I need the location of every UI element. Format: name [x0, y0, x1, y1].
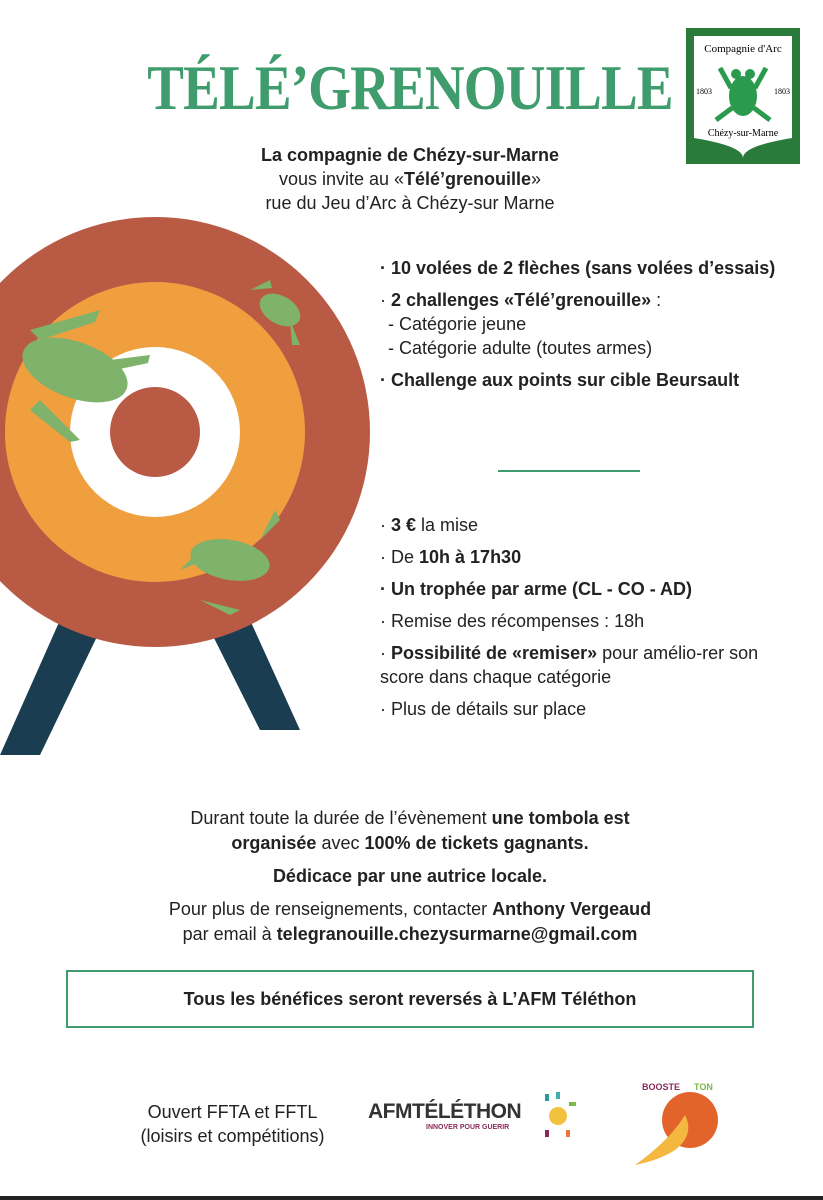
afm-notice-text: Tous les bénéfices seront reversés à L’AFM Téléthon	[183, 988, 637, 1009]
text: Durant toute la durée de l’évènement	[190, 808, 492, 828]
list-item: · Remise des récompenses : 18h	[380, 611, 645, 631]
target-center	[110, 387, 200, 477]
logo-bottom-text: Chézy-sur-Marne	[707, 128, 779, 139]
open-text	[100, 1100, 365, 1148]
text: avec	[316, 833, 365, 853]
list-item: · Plus de détails sur place	[380, 699, 587, 719]
list-item: · 2 challenges «Télé’grenouille» : - Catégorie jeune - Catégorie adulte (toutes armes)	[380, 288, 780, 360]
list-item-text: Possibilité de «remiser»	[391, 643, 598, 663]
list-item: · De 10h à 17h30	[380, 547, 522, 567]
list-item-text: 10 volées de 2 flèches (sans volées d’essais)	[391, 258, 776, 278]
intro-line2-pre: vous invite au «	[278, 169, 405, 189]
list-item-text: 2 challenges «Télé’grenouille»	[391, 290, 652, 310]
logo-year-right: 1803	[774, 87, 790, 96]
list-item: · Challenge aux points sur cible Beursault	[380, 370, 740, 390]
list-item-text: la mise	[416, 515, 479, 535]
list-item-text: Remise des récompenses : 18h	[391, 611, 645, 631]
list-item-text: :	[651, 290, 662, 310]
list-item-text: pour amélio-rer son score dans chaque catégorie	[380, 643, 759, 687]
intro-line1: La compagnie de Chézy-sur-Marne	[260, 145, 560, 165]
open-line2: (loisirs et compétitions)	[140, 1126, 325, 1146]
price: 3 €	[391, 515, 417, 535]
contact-name: Anthony Vergeaud	[492, 899, 652, 919]
afm-notice-box	[66, 970, 754, 1028]
afm-telethon-logo	[368, 1100, 578, 1150]
separator	[498, 470, 640, 472]
list-item: · 3 € la mise	[380, 515, 479, 535]
list-item: · Possibilité de «remiser» pour amélio-rer son score dans chaque catégorie	[380, 643, 759, 687]
afm-logo-tagline: INNOVER POUR GUERIR	[426, 1124, 510, 1131]
list-subitem: - Catégorie adulte (toutes armes)	[388, 338, 653, 358]
text: une tombola est organisée	[231, 808, 630, 853]
logo-top-text: Compagnie d'Arc	[704, 43, 782, 55]
bottom-border	[0, 1196, 823, 1200]
feature-list	[380, 256, 780, 400]
club-logo	[686, 28, 800, 164]
sun-icon	[540, 1092, 580, 1142]
booste-logo	[620, 1080, 740, 1170]
list-item-text: Un trophée par arme (CL - CO - AD)	[391, 579, 693, 599]
intro	[180, 143, 640, 215]
intro-line2-post: »	[531, 169, 542, 189]
logo-year-left: 1803	[696, 87, 712, 96]
list-subitem: - Catégorie jeune	[388, 314, 527, 334]
list-item: · 10 volées de 2 flèches (sans volées d’essais)	[380, 258, 776, 278]
open-line1: Ouvert FFTA et FFTL	[147, 1102, 318, 1122]
tombola-text	[60, 806, 760, 856]
list-item-text: Challenge aux points sur cible Beursault	[391, 370, 740, 390]
intro-line2	[180, 167, 640, 191]
booste-text: BOOSTE	[642, 1082, 681, 1092]
intro-event-name: Télé’grenouille	[404, 169, 532, 189]
list-item-text: De	[391, 547, 420, 567]
contact-text	[60, 897, 760, 947]
text: Pour plus de renseignements, contacter	[168, 899, 493, 919]
intro-line3: rue du Jeu d’Arc à Chézy-sur Marne	[265, 193, 555, 213]
contact-email-link[interactable]: telegranouille.chezysurmarne@gmail.com	[276, 924, 638, 944]
text: 100% de tickets gagnants.	[364, 833, 589, 853]
list-item: · Un trophée par arme (CL - CO - AD)	[380, 579, 693, 599]
hours: 10h à 17h30	[419, 547, 522, 567]
list-item-text: Plus de détails sur place	[391, 699, 587, 719]
poster-title: TÉLÉ’GRENOUILLE	[147, 52, 673, 123]
text: par email à	[182, 924, 277, 944]
target-illustration	[0, 210, 380, 770]
target-stand-left	[0, 620, 105, 755]
afm-logo-name: AFMTÉLÉTHON	[368, 1100, 522, 1123]
dedicace-text: Dédicace par une autrice locale.	[272, 866, 548, 886]
info-list	[380, 513, 760, 729]
booste-text-2: TON	[694, 1082, 713, 1092]
